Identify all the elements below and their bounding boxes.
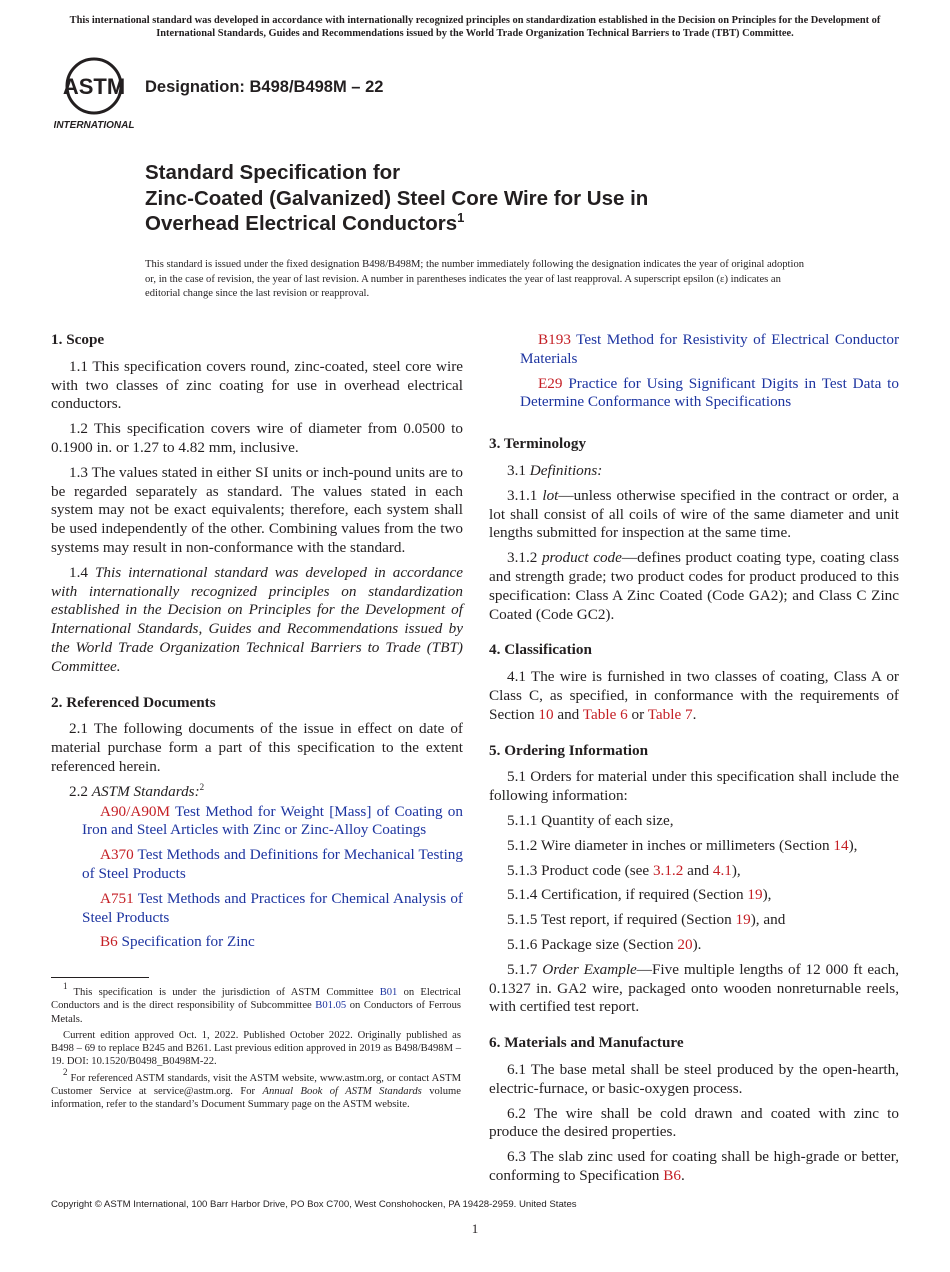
text-run: ), [731, 861, 741, 879]
reference-item[interactable] [51, 846, 463, 884]
paragraph-number: 1.4 [69, 563, 88, 581]
list-item-5-1-2 [489, 837, 899, 856]
title-line-1: Standard Specification for [145, 161, 401, 184]
right-column [489, 331, 899, 1192]
section-heading-ordering-information: 5. Ordering Information [489, 741, 649, 759]
reference-item[interactable] [51, 890, 463, 928]
text-run: ), and [750, 911, 786, 929]
reference-item[interactable] [51, 933, 463, 952]
paragraph-number: 3.1.1 [507, 486, 538, 504]
list-item-5-1-6 [489, 936, 899, 955]
footnote-1-edition: Current edition approved Oct. 1, 2022. Published October 2022. Originally published as B498 – 69 to replace B245 and B261. Last previous edition approved in 2019 as B498/B498M – 19. DOI: 10.1520/B0498_B0498M-22. [51, 1029, 461, 1068]
list-item-5-1-1: 5.1.1 Quantity of each size, [507, 811, 674, 829]
paragraph-italic-text: Order Example [542, 960, 637, 978]
defined-term: lot [542, 486, 559, 504]
paragraph-italic-text: This international standard was developed in accordance with internationally recognized principles on standardization established in the Decision on Principles for the Development of International Standards, Guides and Recommendations issued by the World Trade Organization Technical Barriers to Trade (TBT) Committee. [51, 563, 464, 675]
text-run: ). [692, 935, 702, 953]
text-run: This specification is under the jurisdiction of ASTM Committee [73, 987, 380, 998]
footnote-2 [51, 1066, 462, 1112]
reference-code[interactable]: A370 [100, 846, 134, 864]
text-run: ), [848, 836, 858, 854]
text-run: 5.1.4 Certification, if required (Section [507, 886, 748, 904]
page-number: 1 [471, 1221, 479, 1236]
top-notice: This international standard was developed in accordance with internationally recognized principles on standardization established in the Decision on Principles for the Development of International Standards, Guides and Recommendations issued by the World Trade Organization Technical Barriers to Trade (TBT) Committee. [69, 15, 881, 39]
reference-item[interactable] [51, 803, 463, 841]
paragraph-italic-text: Definitions: [529, 461, 603, 479]
reference-title[interactable]: Test Method for Resistivity of Electrical Conductor Materials [520, 331, 899, 367]
title-line-3 [145, 211, 785, 237]
issue-note: This standard is issued under the fixed designation B498/B498M; the number immediately following the designation indicates the year of original adoption or, in the case of revision, the year of last revision. A number in parentheses indicates the year of last reapproval. A superscript epsilon (ε) indicates an editorial change since the last revision or reapproval. [145, 259, 805, 299]
footnote-mark-2[interactable]: 2 [199, 781, 205, 792]
paragraph-3-1-2 [489, 549, 899, 624]
reference-code[interactable]: A90/A90M [100, 802, 171, 820]
paragraph-6-3 [489, 1148, 899, 1186]
reference-title[interactable]: Test Method for Weight [Mass] of Coating on Iron and Steel Articles with Zinc or Zinc-Alloy Coatings [82, 802, 463, 839]
title-line-2: Zinc-Coated (Galvanized) Steel Core Wire for Use in [145, 186, 649, 210]
paragraph-3-1-1 [489, 487, 899, 543]
text-run: Annual Book of ASTM Standards [262, 1086, 422, 1098]
footnotes [51, 981, 462, 1115]
section-heading-referenced-documents: 2. Referenced Documents [51, 693, 216, 711]
text-run: For referenced ASTM standards, visit the ASTM website, www.astm.org, or contact ASTM Customer Service at service@astm.org. For [51, 1072, 462, 1098]
footnote-1 [51, 981, 461, 1026]
paragraph-1-3: 1.3 The values stated in either SI units or inch-pound units are to be regarded separately as standard. The values stated in each system may not be exact equivalents; therefore, each system shall be used independently of the other. Combining values from the two systems may result in non-conformance with the standard. [51, 463, 463, 556]
section-link[interactable]: 19 [747, 886, 763, 904]
title-footnote-mark[interactable]: 1 [457, 210, 465, 225]
reference-title[interactable]: Test Methods and Practices for Chemical Analysis of Steel Products [82, 889, 463, 926]
reference-code[interactable]: E29 [538, 374, 563, 392]
text-run: 5.1.3 Product code (see [507, 861, 653, 879]
paragraph-italic-text: ASTM Standards: [91, 782, 200, 800]
section-link[interactable]: 20 [677, 935, 693, 953]
reference-title[interactable]: Test Methods and Definitions for Mechanical Testing of Steel Products [82, 846, 463, 882]
definition-text: —defines product coating type, coating class and strength grade; two product codes for product produced to this specification: Class A Zinc Coated (Code GA2); and Class C Zinc Coated (Code GC2). [489, 549, 900, 623]
section-heading-scope: 1. Scope [51, 331, 105, 348]
paragraph-6-1: 6.1 The base metal shall be steel produced by the open-hearth, electric-furnace, or basic-oxygen process. [489, 1060, 899, 1097]
section-link[interactable]: 4.1 [712, 861, 732, 879]
reference-code[interactable]: B6 [100, 933, 118, 951]
paragraph-6-2: 6.2 The wire shall be cold drawn and coated with zinc to produce the desired properties. [489, 1104, 899, 1141]
table-link[interactable]: Table 7 [647, 705, 693, 723]
section-link[interactable]: 14 [833, 836, 849, 854]
text-run: 6.3 The slab zinc used for coating shall be high-grade or better, conforming to Specification [489, 1148, 899, 1184]
list-item-5-1-3 [489, 862, 899, 881]
paragraph-5-1: 5.1 Orders for material under this specification shall include the following information: [489, 768, 899, 805]
section-heading-terminology: 3. Terminology [489, 435, 587, 453]
reference-code[interactable]: B193 [538, 331, 571, 348]
designation: Designation: B498/B498M – 22 [145, 78, 384, 96]
list-item-5-1-5 [489, 911, 899, 930]
astm-logo [54, 56, 134, 132]
reference-title[interactable]: Practice for Using Significant Digits in Test Data to Determine Conformance with Specifications [520, 374, 899, 411]
logo-org: INTERNATIONAL [54, 120, 134, 131]
reference-item[interactable] [489, 331, 899, 369]
logo-letters: ASTM [62, 74, 126, 99]
text-run: or [627, 705, 648, 723]
section-link[interactable]: 10 [538, 705, 554, 723]
section-heading-materials: 6. Materials and Manufacture [489, 1034, 684, 1052]
paragraph-2-1: 2.1 The following documents of the issue in effect on date of material purchase form a part of this specification to the extent referenced herein. [51, 720, 463, 775]
paragraph-number: 3.1.2 [507, 549, 538, 567]
footnote-divider [51, 977, 149, 978]
list-item-5-1-4 [489, 886, 899, 905]
text-run: . [680, 1166, 685, 1184]
paragraph-1-1: 1.1 This specification covers round, zinc-coated, steel core wire with two classes of zinc coating for use in overhead electrical conductors. [51, 357, 463, 413]
table-link[interactable]: Table 6 [582, 705, 628, 723]
paragraph-2-2 [51, 783, 463, 802]
paragraph-number: 3.1 [507, 461, 526, 479]
paragraph-number: 5.1.7 [507, 960, 538, 978]
paragraph-3-1 [489, 462, 899, 481]
text-run: 5.1.5 Test report, if required (Section [507, 911, 736, 929]
paragraph-4-1 [489, 668, 899, 724]
section-link[interactable]: 19 [735, 911, 751, 929]
text-run: and [553, 705, 583, 723]
paragraph-1-2: 1.2 This specification covers wire of diameter from 0.0500 to 0.1900 in. or 1.27 to 4.82 mm, inclusive. [51, 420, 463, 456]
reference-link[interactable]: B6 [663, 1166, 681, 1184]
title-line-3-text: Overhead Electrical Conductors [145, 212, 458, 235]
text-run: —Five multiple lengths of 12 000 ft each, 0.1327 in. GA2 wire, packaged onto wooden nonreturnable reels, with certified test report. [489, 960, 899, 1016]
list-item-5-1-7 [489, 961, 899, 1017]
footnote-mark: 1 [63, 981, 68, 991]
copyright: Copyright © ASTM International, 100 Barr Harbor Drive, PO Box C700, West Conshohocken, PA 19428-2959. United States [51, 1199, 577, 1210]
definition-text: —unless otherwise specified in the contract or order, a lot shall consist of all coils of wire of the same diameter and unit lengths submitted for inspection at the same time. [489, 486, 900, 542]
reference-title[interactable]: Specification for Zinc [121, 933, 255, 951]
section-link[interactable]: 3.1.2 [652, 861, 684, 879]
paragraph-1-4 [51, 564, 463, 677]
reference-code[interactable]: A751 [100, 889, 134, 907]
subcommittee-link[interactable]: B01.05 [315, 1000, 347, 1012]
text-run: . [692, 705, 697, 723]
footnote-mark: 2 [63, 1066, 68, 1077]
text-run: 5.1.2 Wire diameter in inches or millimeters (Section [507, 836, 834, 854]
document-title [145, 160, 785, 237]
text-run: volume information, refer to the standard’s Document Summary page on the ASTM website. [51, 1086, 461, 1111]
text-run: on Electrical Conductors and is the direct responsibility of Subcommittee [51, 987, 461, 1012]
paragraph-number: 2.2 [69, 782, 88, 800]
text-run: ), [762, 886, 772, 904]
left-column [51, 331, 463, 958]
reference-item[interactable] [489, 375, 899, 413]
text-run: 4.1 The wire is furnished in two classes of coating, Class A or Class C, as specified, in conformance with the requirements of Section [489, 668, 899, 723]
defined-term: product code [541, 549, 622, 567]
section-heading-classification: 4. Classification [489, 641, 592, 659]
text-run: 5.1.6 Package size (Section [507, 935, 678, 953]
committee-link[interactable]: B01 [379, 987, 398, 998]
text-run: on Conductors of Ferrous Metals. [51, 1000, 461, 1025]
text-run: and [683, 861, 713, 879]
